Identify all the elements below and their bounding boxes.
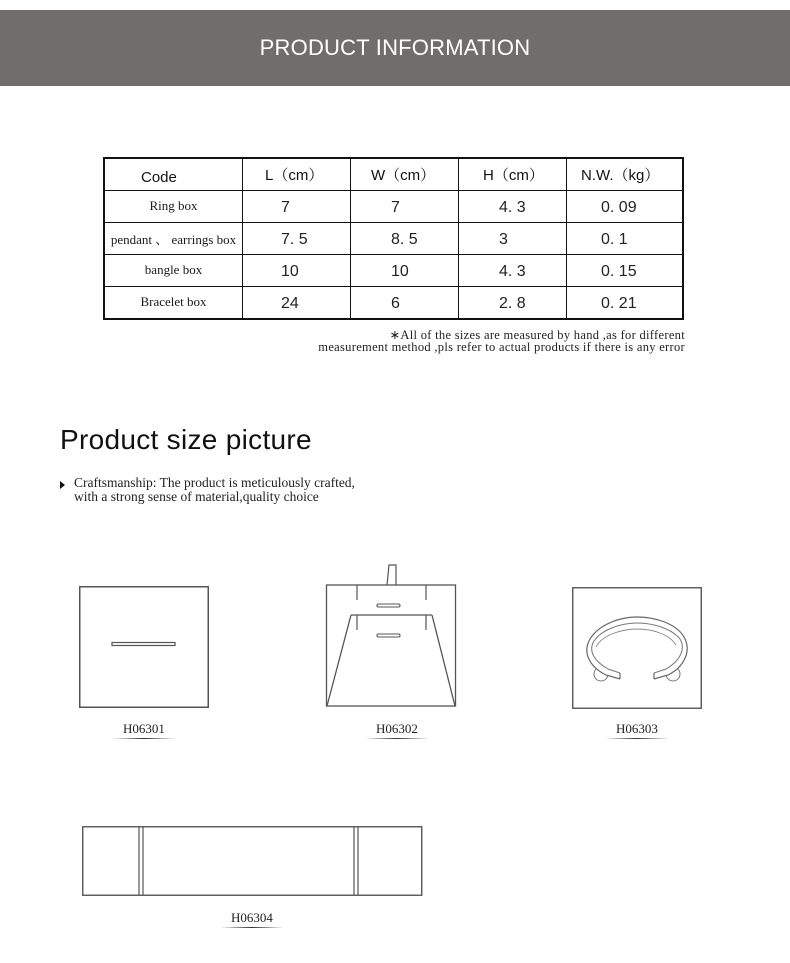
craftsmanship-bullet	[60, 476, 355, 504]
table-header-row	[104, 158, 683, 190]
bracelet-box-icon	[82, 826, 423, 896]
cell-width: 7	[351, 190, 459, 222]
table-row	[104, 286, 683, 319]
cell-code: Bracelet box	[104, 286, 243, 319]
cell-width: 6	[351, 286, 459, 319]
header-height: H（cm）	[459, 158, 567, 190]
cell-length: 10	[243, 254, 351, 286]
table-row	[104, 222, 683, 254]
cell-height: 2. 8	[459, 286, 567, 319]
craftsmanship-line-1: Craftsmanship: The product is meticulously crafted,	[74, 475, 355, 490]
product-code-label: H06303	[597, 721, 677, 739]
header-banner	[0, 10, 790, 86]
section-title: Product size picture	[60, 424, 312, 455]
pendant-box-icon	[325, 563, 457, 708]
bangle-box-icon	[572, 587, 702, 709]
cell-length: 7	[243, 190, 351, 222]
triangle-right-icon	[60, 481, 65, 489]
cell-code: pendant 、 earrings box	[104, 222, 243, 254]
note-line-1: ∗All of the sizes are measured by hand ,as for different	[389, 328, 685, 342]
header-net-weight: N.W.（kg）	[567, 158, 683, 190]
cell-code: Ring box	[104, 190, 243, 222]
spec-table	[103, 157, 684, 320]
table-row	[104, 254, 683, 286]
product-ring-box-drawing	[79, 586, 210, 708]
header-code: Code	[104, 158, 243, 190]
cell-code: bangle box	[104, 254, 243, 286]
product-code-label: H06304	[212, 910, 292, 928]
cell-height: 3	[459, 222, 567, 254]
cell-height: 4. 3	[459, 254, 567, 286]
craftsmanship-line-2: with a strong sense of material,quality choice	[74, 489, 319, 504]
note-line-2: measurement method ,pls refer to actual products if there is any error	[318, 340, 685, 354]
product-bracelet-box-drawing	[82, 826, 423, 896]
product-code-label: H06302	[357, 721, 437, 739]
ring-box-icon	[79, 586, 210, 708]
header-width: W（cm）	[351, 158, 459, 190]
product-pendant-box-drawing	[325, 563, 457, 708]
craftsmanship-text	[74, 476, 355, 504]
cell-length: 7. 5	[243, 222, 351, 254]
product-code-label: H06301	[104, 721, 184, 739]
header-length: L（cm）	[243, 158, 351, 190]
cell-net-weight: 0. 21	[567, 286, 683, 319]
cell-net-weight: 0. 15	[567, 254, 683, 286]
table-row	[104, 190, 683, 222]
product-bangle-box-drawing	[572, 587, 702, 709]
cell-height: 4. 3	[459, 190, 567, 222]
cell-width: 10	[351, 254, 459, 286]
banner-title: PRODUCT INFORMATION	[259, 35, 531, 60]
cell-length: 24	[243, 286, 351, 319]
cell-net-weight: 0. 1	[567, 222, 683, 254]
measurement-note	[318, 329, 685, 353]
cell-width: 8. 5	[351, 222, 459, 254]
cell-net-weight: 0. 09	[567, 190, 683, 222]
